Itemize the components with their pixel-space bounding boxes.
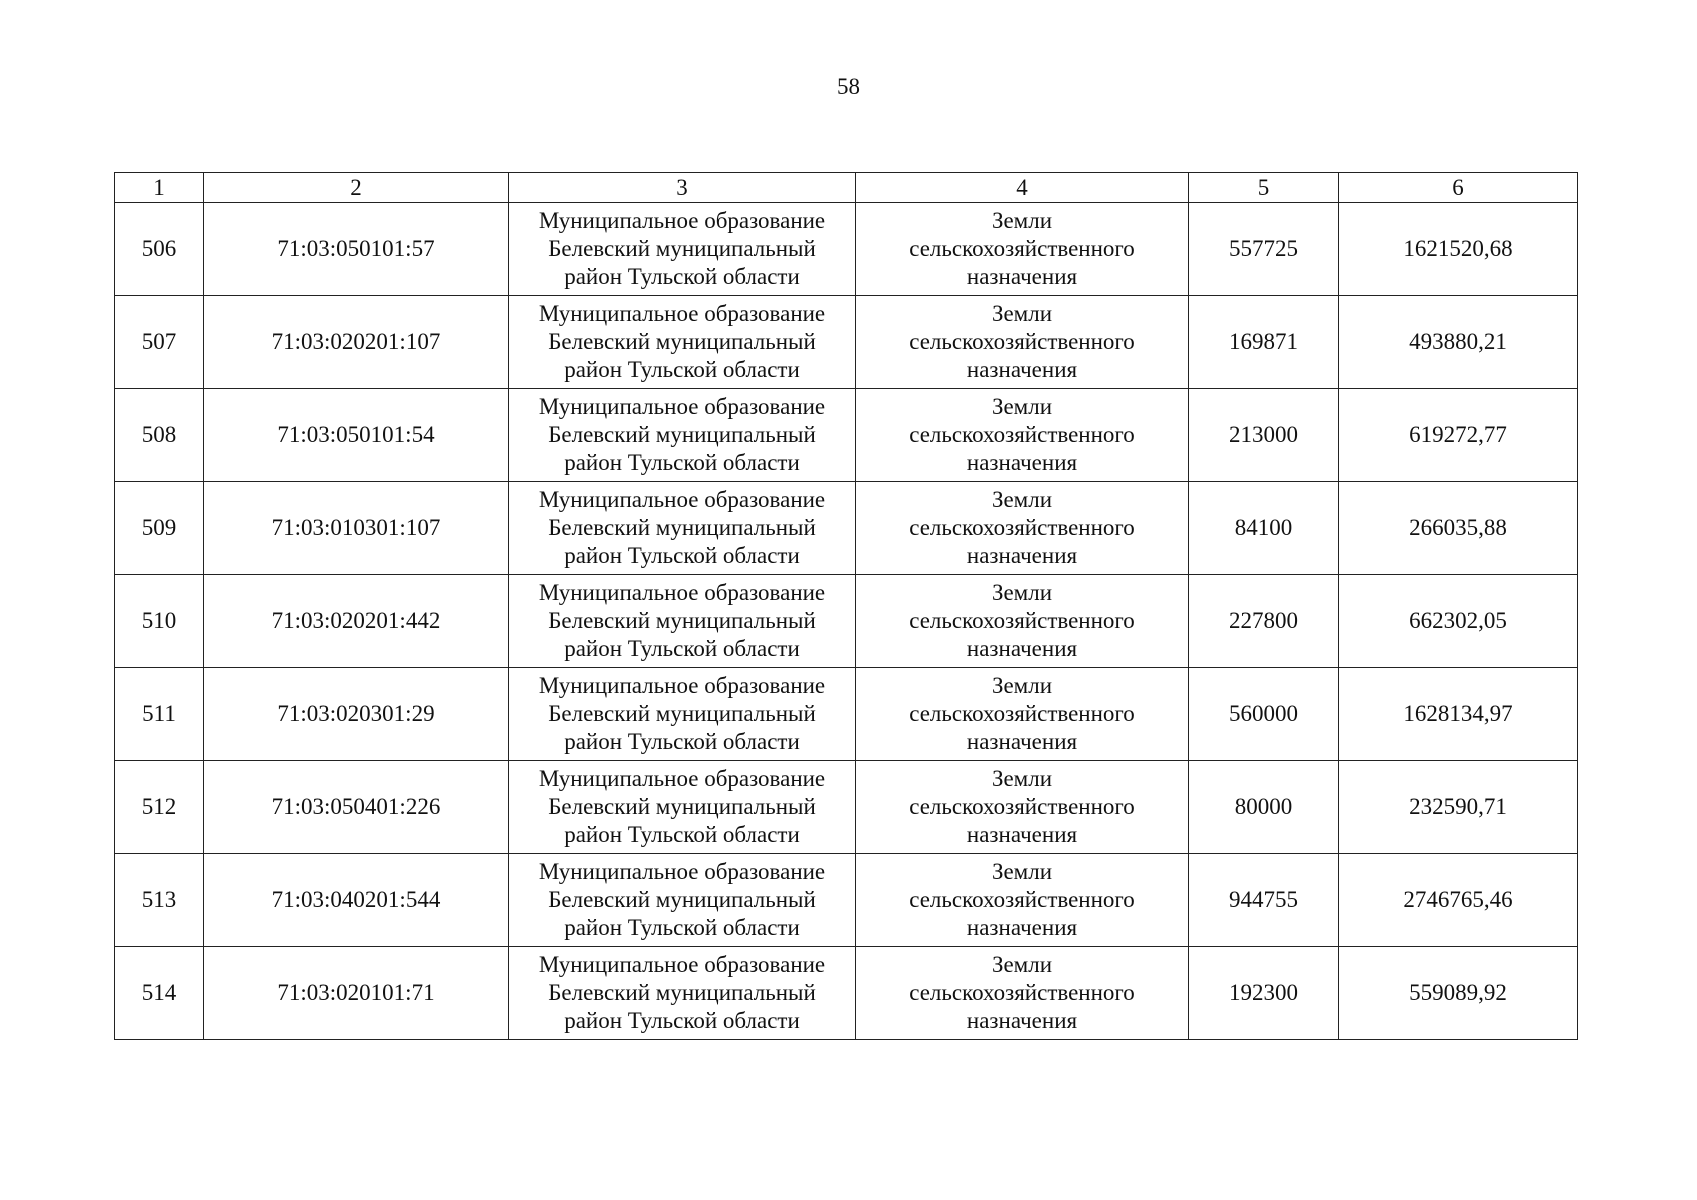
land-category-cell: Земли сельскохозяйственного назначения [856, 296, 1189, 389]
column-header: 2 [204, 173, 509, 203]
land-category-cell: Земли сельскохозяйственного назначения [856, 668, 1189, 761]
column-header: 1 [115, 173, 204, 203]
land-category-cell: Земли сельскохозяйственного назначения [856, 761, 1189, 854]
cadastral-number-cell: 71:03:050101:54 [204, 389, 509, 482]
area-cell: 557725 [1189, 203, 1339, 296]
cadastral-number-cell: 71:03:050101:57 [204, 203, 509, 296]
row-number-cell: 510 [115, 575, 204, 668]
row-number-cell: 507 [115, 296, 204, 389]
land-category-cell: Земли сельскохозяйственного назначения [856, 482, 1189, 575]
owner-cell: Муниципальное образование Белевский муниципальный район Тульской области [509, 203, 856, 296]
table-row [115, 482, 1578, 575]
table-row [115, 947, 1578, 1040]
column-header: 3 [509, 173, 856, 203]
cadastral-number-cell: 71:03:020101:71 [204, 947, 509, 1040]
land-category-cell: Земли сельскохозяйственного назначения [856, 854, 1189, 947]
value-cell: 662302,05 [1339, 575, 1578, 668]
land-category-cell: Земли сельскохозяйственного назначения [856, 389, 1189, 482]
column-header: 5 [1189, 173, 1339, 203]
owner-cell: Муниципальное образование Белевский муниципальный район Тульской области [509, 854, 856, 947]
owner-cell: Муниципальное образование Белевский муниципальный район Тульской области [509, 482, 856, 575]
owner-cell: Муниципальное образование Белевский муниципальный район Тульской области [509, 668, 856, 761]
value-cell: 1628134,97 [1339, 668, 1578, 761]
owner-cell: Муниципальное образование Белевский муниципальный район Тульской области [509, 389, 856, 482]
owner-cell: Муниципальное образование Белевский муниципальный район Тульской области [509, 575, 856, 668]
row-number-cell: 508 [115, 389, 204, 482]
cadastral-number-cell: 71:03:040201:544 [204, 854, 509, 947]
area-cell: 944755 [1189, 854, 1339, 947]
column-header: 4 [856, 173, 1189, 203]
table-row [115, 668, 1578, 761]
row-number-cell: 514 [115, 947, 204, 1040]
cadastral-number-cell: 71:03:020201:107 [204, 296, 509, 389]
land-category-cell: Земли сельскохозяйственного назначения [856, 203, 1189, 296]
row-number-cell: 512 [115, 761, 204, 854]
table-row [115, 389, 1578, 482]
area-cell: 84100 [1189, 482, 1339, 575]
page-number: 58 [837, 74, 860, 99]
cadastral-number-cell: 71:03:010301:107 [204, 482, 509, 575]
value-cell: 1621520,68 [1339, 203, 1578, 296]
header-row [115, 173, 1578, 203]
area-cell: 560000 [1189, 668, 1339, 761]
value-cell: 266035,88 [1339, 482, 1578, 575]
cadastral-number-cell: 71:03:020301:29 [204, 668, 509, 761]
table-row [115, 203, 1578, 296]
land-category-cell: Земли сельскохозяйственного назначения [856, 575, 1189, 668]
row-number-cell: 506 [115, 203, 204, 296]
column-header: 6 [1339, 173, 1578, 203]
row-number-cell: 509 [115, 482, 204, 575]
area-cell: 169871 [1189, 296, 1339, 389]
row-number-cell: 513 [115, 854, 204, 947]
table-row [115, 575, 1578, 668]
value-cell: 2746765,46 [1339, 854, 1578, 947]
cadastral-number-cell: 71:03:020201:442 [204, 575, 509, 668]
table-row [115, 761, 1578, 854]
table-row [115, 296, 1578, 389]
owner-cell: Муниципальное образование Белевский муниципальный район Тульской области [509, 761, 856, 854]
value-cell: 232590,71 [1339, 761, 1578, 854]
area-cell: 80000 [1189, 761, 1339, 854]
row-number-cell: 511 [115, 668, 204, 761]
value-cell: 559089,92 [1339, 947, 1578, 1040]
land-category-cell: Земли сельскохозяйственного назначения [856, 947, 1189, 1040]
owner-cell: Муниципальное образование Белевский муниципальный район Тульской области [509, 947, 856, 1040]
area-cell: 213000 [1189, 389, 1339, 482]
owner-cell: Муниципальное образование Белевский муниципальный район Тульской области [509, 296, 856, 389]
table-row [115, 854, 1578, 947]
value-cell: 619272,77 [1339, 389, 1578, 482]
value-cell: 493880,21 [1339, 296, 1578, 389]
land-registry-table [114, 172, 1578, 1040]
area-cell: 192300 [1189, 947, 1339, 1040]
area-cell: 227800 [1189, 575, 1339, 668]
cadastral-number-cell: 71:03:050401:226 [204, 761, 509, 854]
